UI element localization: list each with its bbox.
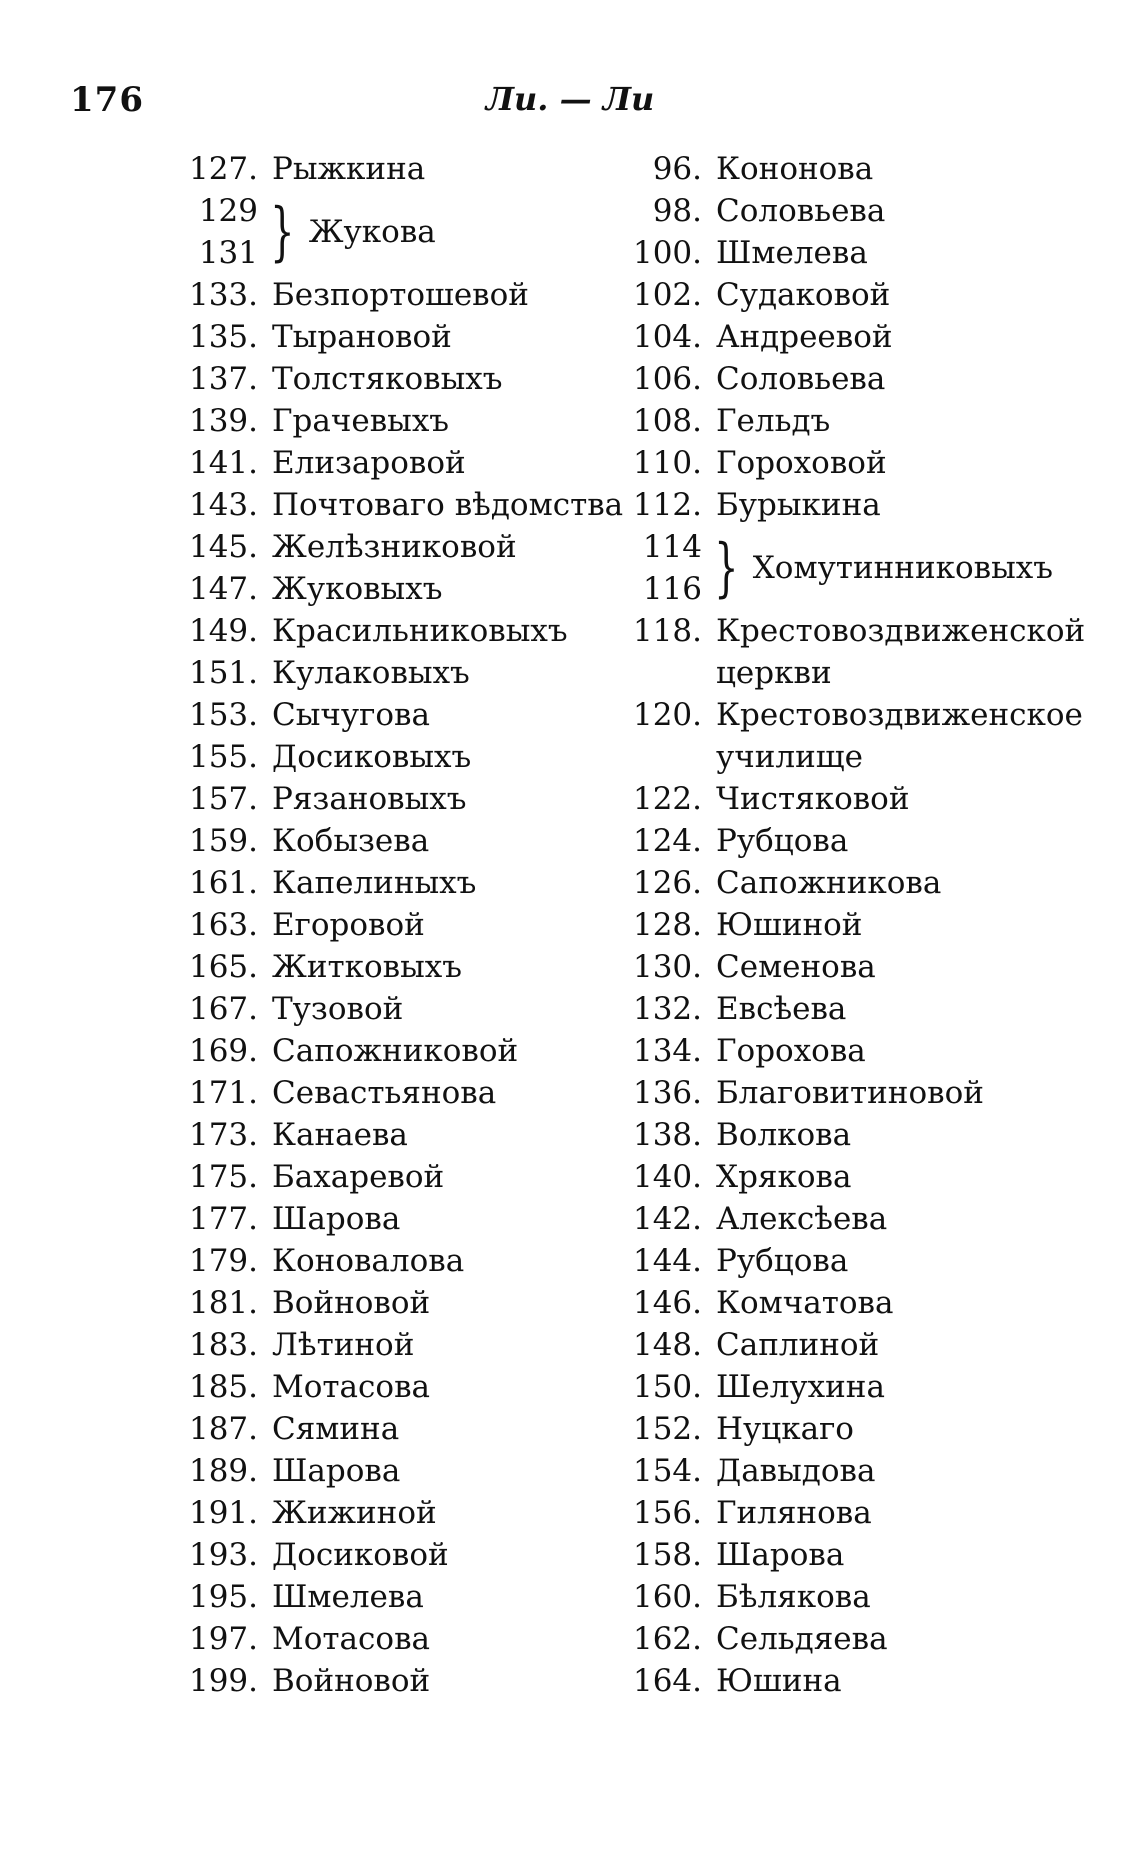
entry-name: Сычугова — [272, 697, 430, 733]
list-entry — [612, 148, 1112, 190]
entry-name: Севастьянова — [272, 1075, 497, 1111]
list-entry — [612, 1324, 1112, 1366]
entry-name: Соловьева — [716, 193, 886, 229]
entry-name: Сапожникова — [716, 865, 942, 901]
list-entry — [170, 1324, 630, 1366]
list-entry — [170, 526, 630, 568]
grouped-entry — [612, 526, 1112, 610]
entry-number: 146. — [632, 1285, 702, 1321]
entry-number: 183. — [188, 1327, 258, 1363]
list-entry — [170, 1576, 630, 1618]
list-entry — [612, 190, 1112, 232]
entry-name: Бѣлякова — [716, 1579, 871, 1615]
entry-number: 132. — [632, 991, 702, 1027]
entry-name: Гельдъ — [716, 403, 831, 439]
list-entry — [612, 1240, 1112, 1282]
list-entry — [612, 1618, 1112, 1660]
entry-name: Сапожниковой — [272, 1033, 519, 1069]
entry-number: 128. — [632, 907, 702, 943]
list-entry — [170, 1408, 630, 1450]
entry-number-group — [170, 190, 258, 274]
entry-name: Нуцкаго — [716, 1411, 854, 1447]
entry-name: Жижиной — [272, 1495, 437, 1531]
list-entry — [612, 904, 1112, 946]
entry-name: Елизаровой — [272, 445, 466, 481]
entry-number: 167. — [188, 991, 258, 1027]
list-entry — [170, 400, 630, 442]
list-entry — [612, 820, 1112, 862]
entry-number: 138. — [632, 1117, 702, 1153]
entry-name: Досиковой — [272, 1537, 449, 1573]
entry-name: Комчатова — [716, 1285, 894, 1321]
entry-name: Желѣзниковой — [272, 529, 517, 565]
entry-number: 143. — [188, 487, 258, 523]
list-entry — [612, 1156, 1112, 1198]
entry-name: Рубцова — [716, 1243, 849, 1279]
list-entry — [170, 1618, 630, 1660]
entry-number: 131 — [198, 235, 258, 271]
entry-number: 155. — [188, 739, 258, 775]
entry-number: 149. — [188, 613, 258, 649]
entry-number: 179. — [188, 1243, 258, 1279]
entry-number: 130. — [632, 949, 702, 985]
entry-name: Лѣтиной — [272, 1327, 415, 1363]
list-entry — [612, 400, 1112, 442]
entry-name: Семенова — [716, 949, 876, 985]
entry-number: 157. — [188, 781, 258, 817]
entry-name: Чистяковой — [716, 781, 910, 817]
entry-name: Рязановыхъ — [272, 781, 467, 817]
list-entry — [612, 1660, 1112, 1702]
entry-name: Сямина — [272, 1411, 400, 1447]
entry-name: Житковыхъ — [272, 949, 463, 985]
list-entry — [170, 778, 630, 820]
list-entry — [612, 778, 1112, 820]
entry-name: Безпортошевой — [272, 277, 529, 313]
entry-number: 142. — [632, 1201, 702, 1237]
list-entry — [612, 1282, 1112, 1324]
entry-name: Крестовоздвиженское училище — [716, 697, 1083, 775]
entry-number: 193. — [188, 1537, 258, 1573]
entry-number: 120. — [632, 697, 702, 733]
list-entry — [612, 946, 1112, 988]
entry-name: Рубцова — [716, 823, 849, 859]
list-entry — [170, 358, 630, 400]
entry-name: Кобызева — [272, 823, 430, 859]
entry-number: 124. — [632, 823, 702, 859]
entry-number: 106. — [632, 361, 702, 397]
list-entry — [170, 652, 630, 694]
entry-name: Горохова — [716, 1033, 866, 1069]
entry-number: 116 — [642, 571, 702, 607]
entry-number: 122. — [632, 781, 702, 817]
list-entry — [612, 1030, 1112, 1072]
entry-name: Грачевыхъ — [272, 403, 450, 439]
entry-number: 171. — [188, 1075, 258, 1111]
running-head: Ли. — Ли — [485, 80, 655, 118]
entry-number: 160. — [632, 1579, 702, 1615]
entry-name: Крестовоздвиженской церкви — [716, 613, 1086, 691]
entry-number: 169. — [188, 1033, 258, 1069]
entry-number: 159. — [188, 823, 258, 859]
list-entry — [170, 1114, 630, 1156]
entry-number: 199. — [188, 1663, 258, 1699]
entry-number: 162. — [632, 1621, 702, 1657]
list-entry — [170, 694, 630, 736]
entry-number: 129 — [198, 193, 258, 229]
entry-number: 152. — [632, 1411, 702, 1447]
entry-number: 144. — [632, 1243, 702, 1279]
entry-name: Канаева — [272, 1117, 408, 1153]
entry-number: 141. — [188, 445, 258, 481]
entry-name: Шарова — [272, 1201, 401, 1237]
entry-number: 164. — [632, 1663, 702, 1699]
list-entry — [170, 904, 630, 946]
entry-name: Рыжкина — [272, 151, 426, 187]
list-entry — [612, 274, 1112, 316]
entry-name: Алексѣева — [716, 1201, 888, 1237]
entry-name: Шелухина — [716, 1369, 885, 1405]
entry-number: 187. — [188, 1411, 258, 1447]
entry-number: 173. — [188, 1117, 258, 1153]
list-entry — [612, 1114, 1112, 1156]
entry-name: Войновой — [272, 1285, 431, 1321]
entry-name: Гороховой — [716, 445, 887, 481]
list-entry — [170, 1492, 630, 1534]
list-entry — [612, 1072, 1112, 1114]
left-column — [170, 148, 630, 1702]
entry-number: 140. — [632, 1159, 702, 1195]
list-entry — [170, 1030, 630, 1072]
entry-number: 156. — [632, 1495, 702, 1531]
entry-number: 133. — [188, 277, 258, 313]
entry-number: 126. — [632, 865, 702, 901]
entry-number: 197. — [188, 1621, 258, 1657]
entry-name: Саплиной — [716, 1327, 880, 1363]
entry-name: Евсѣева — [716, 991, 847, 1027]
entry-number: 185. — [188, 1369, 258, 1405]
entry-name: Капелиныхъ — [272, 865, 477, 901]
list-entry — [170, 1366, 630, 1408]
page-number: 176 — [70, 80, 144, 120]
list-entry — [170, 736, 630, 778]
entry-number: 98. — [652, 193, 702, 229]
list-entry — [170, 568, 630, 610]
entry-number: 104. — [632, 319, 702, 355]
entry-number: 161. — [188, 865, 258, 901]
list-entry — [612, 694, 1112, 778]
entry-number: 191. — [188, 1495, 258, 1531]
entry-name: Шарова — [272, 1453, 401, 1489]
list-entry — [612, 1534, 1112, 1576]
entry-name: Благовитиновой — [716, 1075, 984, 1111]
list-entry — [612, 1450, 1112, 1492]
list-entry — [170, 484, 630, 526]
list-entry — [170, 316, 630, 358]
entry-name: Тырановой — [272, 319, 452, 355]
list-entry — [612, 232, 1112, 274]
list-entry — [170, 1534, 630, 1576]
brace-mark: } — [270, 195, 295, 269]
entry-name: Шмелева — [272, 1579, 424, 1615]
entry-name: Войновой — [272, 1663, 431, 1699]
entry-number: 110. — [632, 445, 702, 481]
entry-number: 100. — [632, 235, 702, 271]
list-entry — [612, 1366, 1112, 1408]
list-entry — [170, 1156, 630, 1198]
list-entry — [170, 274, 630, 316]
list-entry — [170, 148, 630, 190]
entry-name: Бахаревой — [272, 1159, 445, 1195]
entry-name: Юшина — [716, 1663, 842, 1699]
entry-number: 153. — [188, 697, 258, 733]
entry-name: Толстяковыхъ — [272, 361, 503, 397]
entry-number: 151. — [188, 655, 258, 691]
list-entry — [170, 1072, 630, 1114]
entry-name: Почтоваго вѣдомства — [272, 487, 624, 523]
entry-number: 136. — [632, 1075, 702, 1111]
entry-number: 163. — [188, 907, 258, 943]
entry-number: 108. — [632, 403, 702, 439]
entry-name: Егоровой — [272, 907, 425, 943]
entry-name: Красильниковыхъ — [272, 613, 568, 649]
brace-mark: } — [714, 531, 739, 605]
entry-number: 175. — [188, 1159, 258, 1195]
list-entry — [612, 610, 1112, 694]
entry-name: Мотасова — [272, 1621, 430, 1657]
list-entry — [612, 1576, 1112, 1618]
entry-number: 189. — [188, 1453, 258, 1489]
entry-number: 118. — [632, 613, 702, 649]
entry-number: 96. — [652, 151, 702, 187]
entry-name: Гилянова — [716, 1495, 872, 1531]
list-entry — [170, 442, 630, 484]
list-entry — [612, 1408, 1112, 1450]
entry-name: Давыдова — [716, 1453, 876, 1489]
entry-name: Юшиной — [716, 907, 863, 943]
entry-number: 127. — [188, 151, 258, 187]
list-entry — [170, 820, 630, 862]
entry-name: Сельдяева — [716, 1621, 888, 1657]
list-entry — [170, 1240, 630, 1282]
list-entry — [612, 1492, 1112, 1534]
entry-number: 135. — [188, 319, 258, 355]
list-entry — [170, 1198, 630, 1240]
entry-number: 177. — [188, 1201, 258, 1237]
entry-name: Досиковыхъ — [272, 739, 472, 775]
entry-number: 158. — [632, 1537, 702, 1573]
entry-name: Шарова — [716, 1537, 845, 1573]
entry-number: 150. — [632, 1369, 702, 1405]
entry-name: Шмелева — [716, 235, 868, 271]
entry-name: Жуковыхъ — [272, 571, 443, 607]
list-entry — [170, 1282, 630, 1324]
entry-number: 147. — [188, 571, 258, 607]
list-entry — [612, 358, 1112, 400]
entry-number: 181. — [188, 1285, 258, 1321]
entry-name: Кононова — [716, 151, 874, 187]
list-entry — [612, 1198, 1112, 1240]
entry-number-group — [612, 526, 702, 610]
entry-name: Бурыкина — [716, 487, 881, 523]
list-entry — [170, 988, 630, 1030]
entry-name: Волкова — [716, 1117, 852, 1153]
entry-number: 102. — [632, 277, 702, 313]
list-entry — [612, 316, 1112, 358]
entry-number: 154. — [632, 1453, 702, 1489]
entry-number: 165. — [188, 949, 258, 985]
entry-name: Судаковой — [716, 277, 891, 313]
list-entry — [170, 1450, 630, 1492]
list-entry — [170, 610, 630, 652]
list-entry — [170, 862, 630, 904]
entry-name: Мотасова — [272, 1369, 430, 1405]
entry-number: 139. — [188, 403, 258, 439]
entry-number: 148. — [632, 1327, 702, 1363]
list-entry — [170, 946, 630, 988]
entry-name: Хрякова — [716, 1159, 852, 1195]
entry-name: Жукова — [308, 214, 436, 250]
entry-number: 134. — [632, 1033, 702, 1069]
entry-name: Коновалова — [272, 1243, 465, 1279]
list-entry — [612, 862, 1112, 904]
list-entry — [170, 1660, 630, 1702]
entry-name: Кулаковыхъ — [272, 655, 470, 691]
entry-number: 195. — [188, 1579, 258, 1615]
entry-number: 114 — [642, 529, 702, 565]
grouped-entry — [170, 190, 630, 274]
right-column — [612, 148, 1112, 1702]
entry-name: Хомутинниковыхъ — [752, 550, 1053, 586]
entry-name: Соловьева — [716, 361, 886, 397]
list-entry — [612, 442, 1112, 484]
entry-name: Андреевой — [716, 319, 893, 355]
entry-number: 112. — [632, 487, 702, 523]
entry-number: 137. — [188, 361, 258, 397]
list-entry — [612, 484, 1112, 526]
entry-name: Тузовой — [272, 991, 404, 1027]
list-entry — [612, 988, 1112, 1030]
entry-number: 145. — [188, 529, 258, 565]
